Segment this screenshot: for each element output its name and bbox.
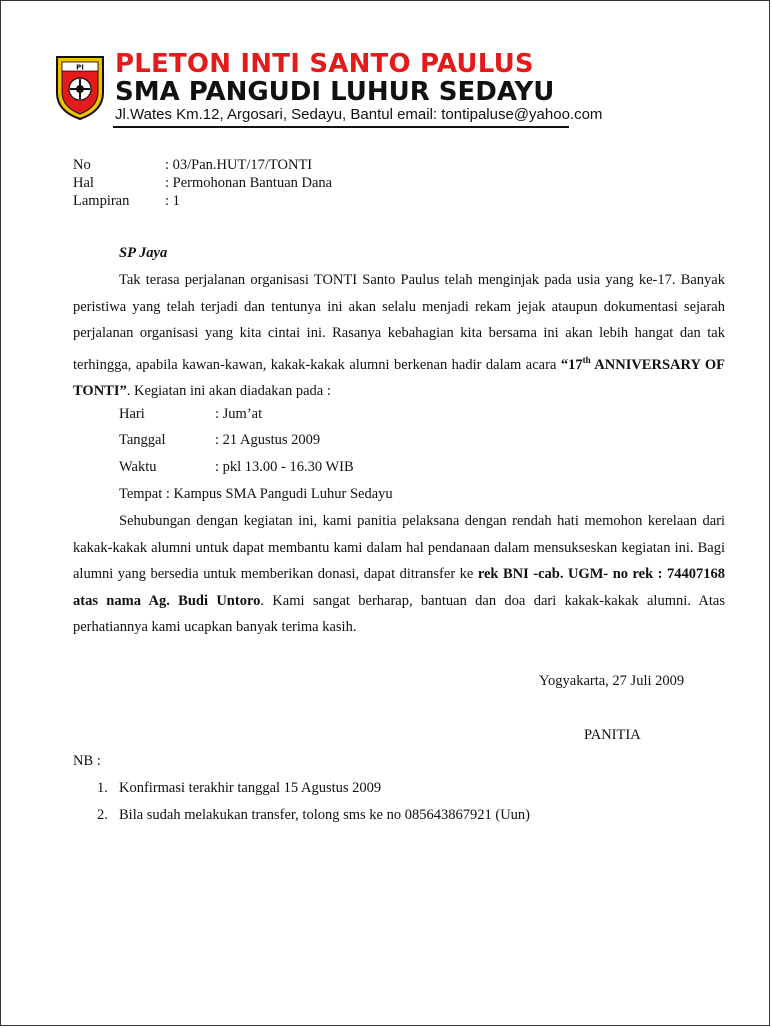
request-text-after: . Kami sangat berharap, bantuan dan doa dari kakak-kakak alumni. Atas perhatiannya kami ucapkan banyak terima kasih. [73, 592, 725, 635]
detail-venue: Tempat : Kampus SMA Pangudi Luhur Sedayu [119, 486, 393, 502]
detail-key: Hari [119, 406, 145, 422]
nb-item [97, 780, 381, 797]
detail-hari [119, 406, 262, 423]
nb-label: NB : [73, 753, 101, 769]
request-paragraph [73, 508, 725, 641]
meta-row-no [73, 157, 332, 175]
event-sup: th [582, 354, 591, 365]
place-date: Yogyakarta, 27 Juli 2009 [539, 673, 685, 689]
meta-row-hal [73, 175, 332, 193]
signature: PANITIA [584, 727, 641, 743]
meta-key: Hal [73, 175, 94, 191]
org-address: Jl.Wates Km.12, Argosari, Sedayu, Bantul email: tontipaluse@yahoo.com [115, 106, 603, 123]
intro-text-after: . Kegiatan ini akan diadakan pada : [126, 383, 331, 399]
meta-value: : Permohonan Bantuan Dana [165, 175, 333, 191]
detail-key: Tanggal [119, 432, 166, 448]
bank-account: rek BNI -cab. UGM- no rek : 74407168 atas nama Ag. Budi Untoro [73, 566, 725, 609]
meta-key: Lampiran [73, 193, 130, 209]
meta-key: No [73, 157, 91, 173]
detail-waktu [119, 459, 354, 476]
nb-item-text: Bila sudah melakukan transfer, tolong sms ke no 085643867921 (Uun) [119, 807, 530, 823]
detail-key: Waktu [119, 459, 157, 475]
recipient: SP Jaya [119, 245, 168, 261]
letter-meta [73, 157, 332, 211]
meta-value: : 03/Pan.HUT/17/TONTI [165, 157, 313, 173]
org-name: PLETON INTI SANTO PAULUS [115, 49, 534, 79]
nb-item [97, 807, 530, 824]
school-name: SMA PANGUDI LUHUR SEDAYU [115, 77, 555, 107]
detail-value: : 21 Agustus 2009 [215, 432, 321, 448]
shield-logo-icon [53, 53, 107, 121]
letterhead-divider [113, 126, 569, 128]
letterhead [51, 49, 603, 131]
intro-paragraph [73, 267, 725, 405]
detail-value: : pkl 13.00 - 16.30 WIB [215, 459, 354, 475]
detail-value: : Jum’at [215, 406, 263, 422]
event-open: “17 [560, 356, 583, 373]
meta-value: : 1 [165, 193, 180, 209]
event-rest: ANNIVERSARY OF TONTI” [73, 356, 725, 399]
intro-text: Tak terasa perjalanan organisasi TONTI Santo Paulus telah menginjak pada usia yang ke-17. Banyak peristiwa yang telah terjadi dan tentunya ini akan selalu menjadi rekam jejak ataupun dokumentasi sejarah perjalanan organisasi yang kita cintai ini. Rasanya kebahagian kita bersama ini akan lebih hangat dan tak terhingga, apabila kawan-kawan, kakak-kakak alumni berkenan hadir dalam acara [73, 272, 725, 373]
meta-row-lampiran [73, 193, 332, 211]
nb-item-number: 2. [97, 807, 108, 823]
request-text: Sehubungan dengan kegiatan ini, kami panitia pelaksana dengan rendah hati memohon kerelaan dari kakak-kakak alumni untuk dapat membantu kami dalam hal pendanaan dalam mensukseskan kegiatan ini. Bagi alumni yang bersedia untuk memberikan donasi, dapat ditransfer ke [73, 513, 725, 582]
nb-item-number: 1. [97, 780, 108, 796]
detail-tanggal [119, 432, 320, 449]
logo-letters: PI [76, 63, 84, 72]
nb-item-text: Konfirmasi terakhir tanggal 15 Agustus 2009 [119, 780, 382, 796]
